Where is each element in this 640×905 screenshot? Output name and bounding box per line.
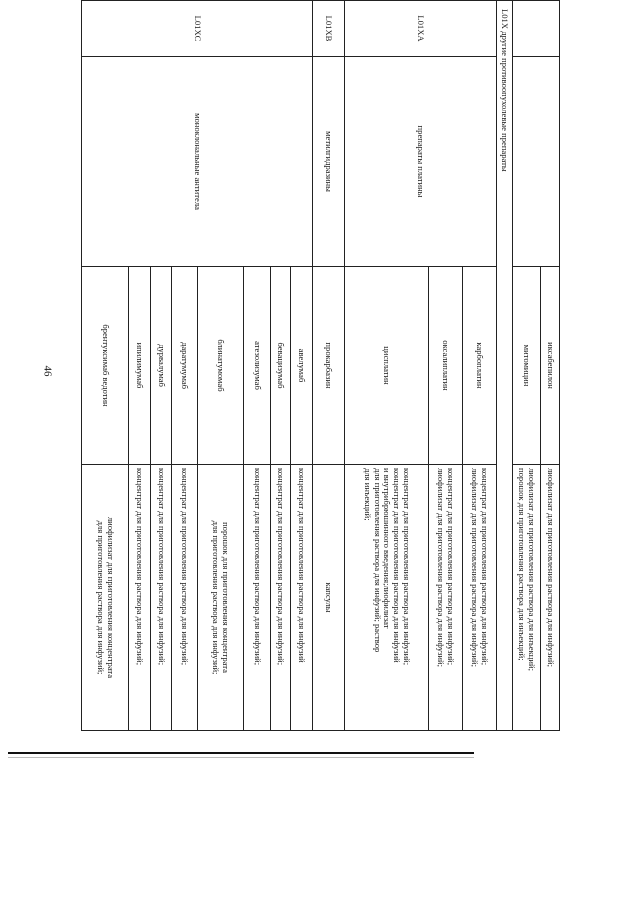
dosage-form-line: концентрат для приготовления раствора для инфузий;: [180, 468, 191, 666]
dosage-form-line: порошок для приготовления раствора для инъекций;: [517, 468, 528, 661]
table-row: [541, 1, 560, 731]
dosage-form-line: и внутрибрюшинного введения;лиофилизат: [382, 468, 393, 629]
atc-code-cell: L01XA: [345, 1, 497, 57]
dosage-form-cell: [313, 465, 345, 731]
dosage-form-cell: [429, 465, 463, 731]
drug-name-cell: иксабепилон: [541, 267, 560, 465]
dosage-form-cell: [271, 465, 291, 731]
dosage-form-cell: [82, 465, 129, 731]
dosage-form-line: для приготовления раствора для инфузий; раствор: [372, 468, 383, 653]
section-title: L01X другие противоопухолевые препараты: [497, 1, 513, 731]
dosage-form-cell: [291, 465, 313, 731]
dosage-form-line: концентрат для приготовления раствора для инфузий;: [276, 468, 287, 666]
dosage-form-line: лиофилизат для приготовления концентрата: [105, 516, 116, 679]
drug-name-cell: карбоплатин: [463, 267, 497, 465]
section-header-row: [497, 1, 513, 731]
dosage-form-line: порошок для приготовления концентрата: [221, 522, 232, 673]
drug-name-cell: даратумумаб: [172, 267, 198, 465]
table-row: [313, 1, 345, 731]
group-cell: [513, 57, 560, 267]
drug-name-cell: митомицин: [513, 267, 541, 465]
atc-code-cell: [513, 1, 560, 57]
bottom-rule: [8, 752, 474, 754]
drug-name-cell: блинатумомаб: [198, 267, 244, 465]
dosage-form-cell: [463, 465, 497, 731]
dosage-form-cell: [345, 465, 429, 731]
drug-name-cell: авелумаб: [291, 267, 313, 465]
dosage-form-line: лиофилизат для приготовления раствора для инфузий;: [470, 468, 481, 667]
drug-table: [81, 0, 560, 731]
dosage-form-line: лиофилизат для приготовления раствора для инфузий;: [436, 468, 447, 667]
drug-name-cell: дурвалумаб: [151, 267, 172, 465]
dosage-form-line: концентрат для приготовления раствора для инфузий: [297, 468, 308, 663]
rotated-table-container: [96, 0, 560, 730]
dosage-form-line: для приготовления раствора для инфузий;: [96, 520, 106, 675]
dosage-form-line: капсулы: [324, 582, 335, 613]
drug-name-cell: атезолизумаб: [244, 267, 271, 465]
page-number: 46: [41, 365, 54, 377]
dosage-form-line: лиофилизат для приготовления раствора для инъекций;: [527, 468, 538, 671]
group-cell: моноклональные антитела: [82, 57, 313, 267]
table-row: [463, 1, 497, 731]
drug-name-cell: ипилимумаб: [129, 267, 151, 465]
dosage-form-line: концентрат для приготовления раствора для инфузий;: [480, 468, 491, 666]
drug-name-cell: прокарбазин: [313, 267, 345, 465]
drug-name-cell: оксалиплатин: [429, 267, 463, 465]
group-cell: метилгидразины: [313, 57, 345, 267]
dosage-form-line: для приготовления раствора для инфузий;: [211, 520, 222, 675]
dosage-form-cell: [541, 465, 560, 731]
table-row: [291, 1, 313, 731]
dosage-form-cell: [244, 465, 271, 731]
drug-name-cell: цисплатин: [345, 267, 429, 465]
bottom-rule-shadow: [8, 757, 474, 758]
atc-code-cell: L01XB: [313, 1, 345, 57]
dosage-form-line: концентрат для приготовления раствора для инфузий: [392, 468, 403, 663]
drug-name-cell: бевацизумаб: [271, 267, 291, 465]
drug-name-cell: брентуксимаб ведотин: [82, 267, 129, 465]
atc-code-cell: L01XC: [82, 1, 313, 57]
dosage-form-line: концентрат для приготовления раствора для инфузий;: [402, 468, 413, 666]
dosage-form-line: концентрат для приготовления раствора для инфузий;: [156, 468, 167, 666]
dosage-form-line: для инъекций;: [362, 468, 373, 521]
dosage-form-line: лиофилизат для приготовления раствора для инфузий;: [545, 468, 556, 667]
dosage-form-cell: [513, 465, 541, 731]
dosage-form-cell: [172, 465, 198, 731]
group-cell: препараты платины: [345, 57, 497, 267]
dosage-form-line: концентрат для приготовления раствора для инфузий;: [252, 468, 263, 666]
dosage-form-cell: [151, 465, 172, 731]
dosage-form-cell: [129, 465, 151, 731]
dosage-form-line: концентрат для приготовления раствора для инфузий;: [135, 468, 146, 666]
dosage-form-line: концентрат для приготовления раствора для инфузий;: [446, 468, 457, 666]
dosage-form-cell: [198, 465, 244, 731]
